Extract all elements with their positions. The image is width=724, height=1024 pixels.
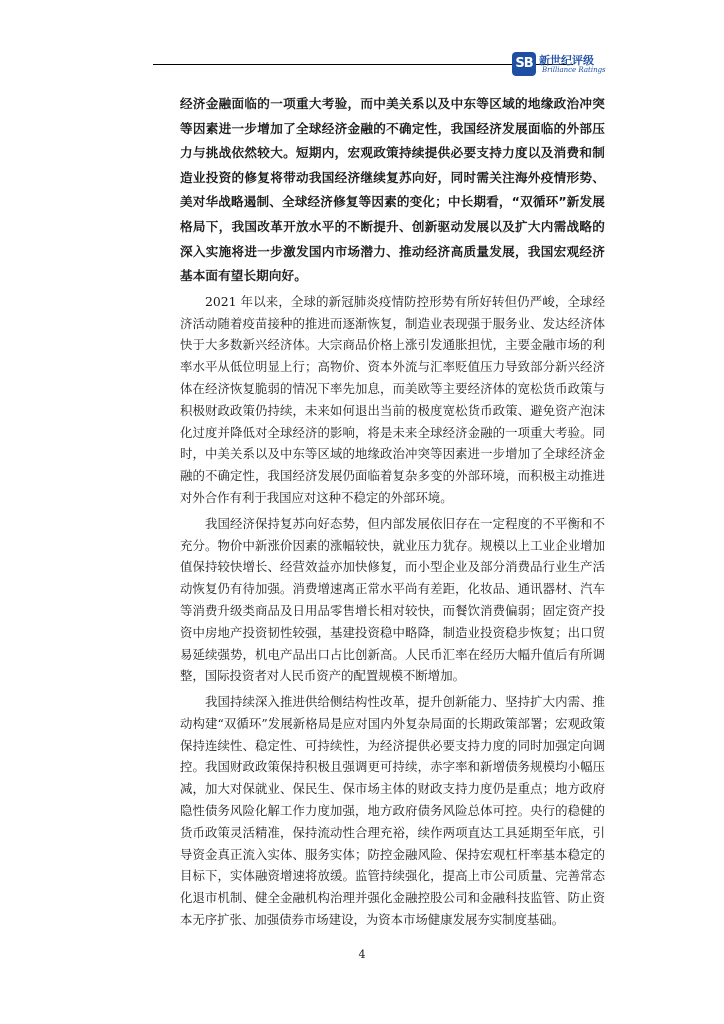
body-paragraph-1: 2021 年以来，全球的新冠肺炎疫情防控形势有所好转但仍严峻，全球经济活动随着疫苗接种的推进而逐渐恢复，制造业表现强于服务业、发达经济体快于大多数新兴经济体。大宗商品价格上涨引发通胀担忧，主要金融市场的利率水平从低位明显上行；高物价、资本外流与汇率贬值压力导致部分新兴经济体在经济恢复脆弱的情况下率先加息，而美欧等主要经济体的宽松货币政策与积极财政政策仍持续，未来如何退出当前的极度宽松货币政策、避免资产泡沫化过度并降低对全球经济的影响，将是未来全球经济金融的一项重大考验。同时，中美关系以及中东等区域的地缘政治冲突等因素进一步增加了全球经济金融的不确定性，我国经济发展仍面临着复杂多变的外部环境，而积极主动推进对外合作有利于我国应对这种不稳定的外部环境。	[180, 293, 605, 505]
page-body	[180, 92, 605, 935]
brand-logo	[512, 52, 606, 78]
header-rule	[153, 64, 573, 65]
bold-summary-paragraph: 经济金融面临的一项重大考验，而中美关系以及中东等区域的地缘政治冲突等因素进一步增加了全球经济金融的不确定性，我国经济发展面临的外部压力与挑战依然较大。短期内，宏观政策持续提供必要支持力度以及消费和制造业投资的修复将带动我国经济继续复苏向好，同时需关注海外疫情形势、美对华战略遏制、全球经济修复等因素的变化；中长期看，“双循环”新发展格局下，我国改革开放水平的不断提升、创新驱动发展以及扩大内需战略的深入实施将进一步激发国内市场潜力、推动经济高质量发展，我国宏观经济基本面有望长期向好。	[180, 96, 605, 284]
body-paragraph-3: 我国持续深入推进供给侧结构性改革，提升创新能力、坚持扩大内需、推动构建“双循环”发展新格局是应对国内外复杂局面的长期政策部署；宏观政策保持连续性、稳定性、可持续性，为经济提供必要支持力度的同时加强定向调控。我国财政政策保持积极且强调更可持续，赤字率和新增债务规模均小幅压减，加大对保就业、保民生、保市场主体的财政支持力度仍是重点；地方政府隐性债务风险化解工作力度加强，地方政府债务风险总体可控。央行的稳健的货币政策灵活精准，保持流动性合理充裕，续作两项直达工具延期至年底，引导资金真正流入实体、服务实体；防控金融风险、保持宏观杠杆率基本稳定的目标下，实体融资增速将放缓。监管持续强化，提高上市公司质量、完善常态化退市机制、健全金融机构治理并强化金融控股公司和金融科技监管、防止资本无序扩张、加强债券市场建设，为资本市场健康发展夯实制度基础。	[180, 694, 605, 928]
page-number: 4	[358, 948, 366, 961]
logo-english-name: Brilliance Ratings	[542, 66, 606, 74]
logo-chinese-name: 新世纪评级	[539, 54, 594, 67]
body-paragraph-2: 我国经济保持复苏向好态势，但内部发展依旧存在一定程度的不平衡和不充分。物价中新涨价因素的涨幅较快，就业压力犹存。规模以上工业企业增加值保持较快增长、经营效益亦加快修复，而小型企业及部分消费品行业生产活动恢复仍有待加强。消费增速离正常水平尚有差距，化妆品、通讯器材、汽车等消费升级类商品及日用品零售增长相对较快，而餐饮消费偏弱；固定资产投资中房地产投资韧性较强，基建投资稳中略降，制造业投资稳步恢复；出口贸易延续强势，机电产品出口占比创新高。人民币汇率在经历大幅升值后有所调整，国际投资者对人民币资产的配置规模不断增加。	[180, 515, 605, 684]
logo-mark: SB	[512, 52, 536, 76]
